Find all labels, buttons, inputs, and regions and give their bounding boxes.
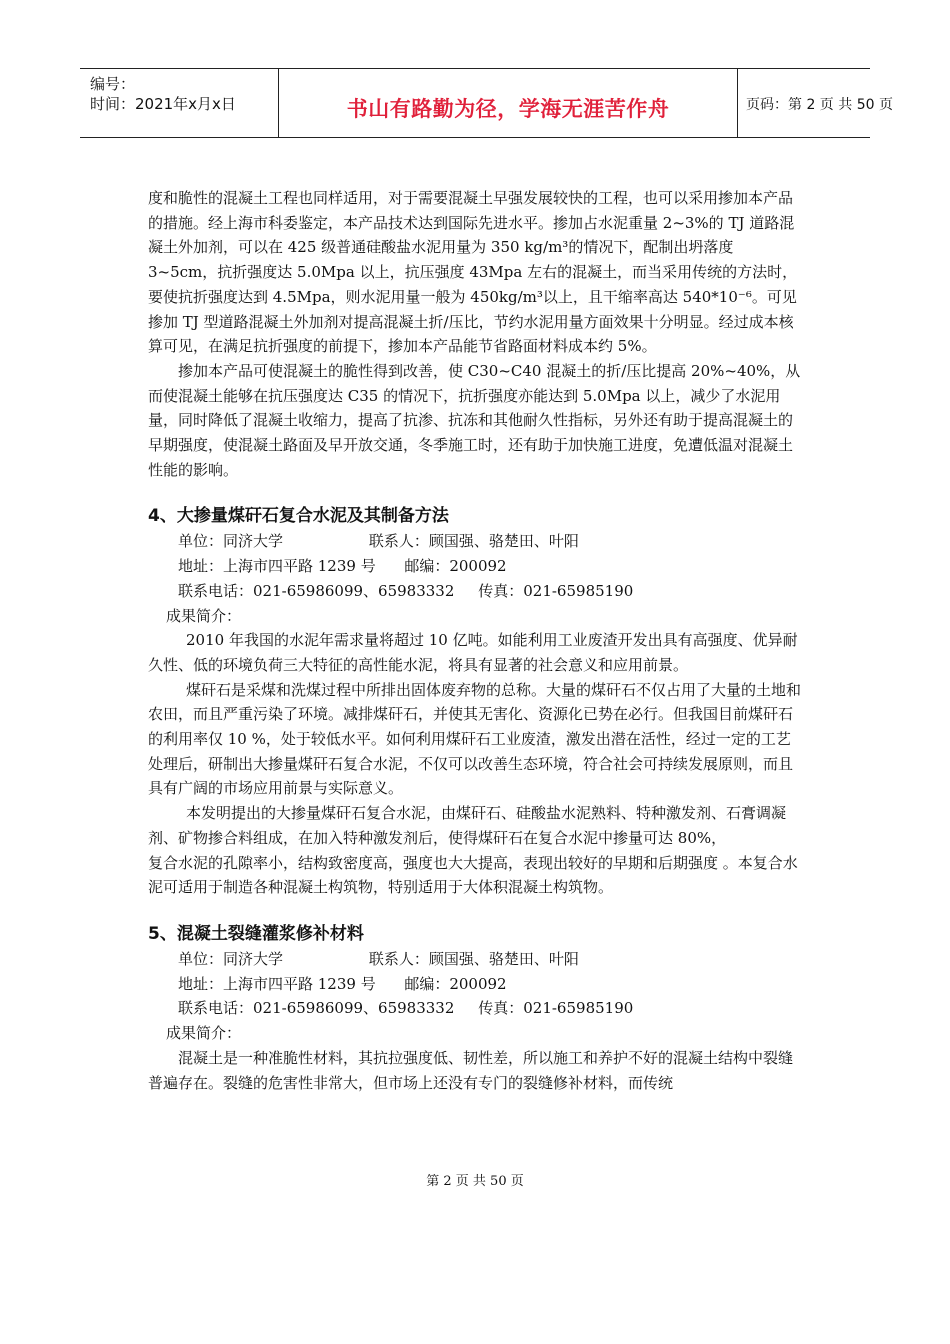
section-4-paragraph-2: 煤矸石是采煤和洗煤过程中所排出固体废弃物的总称。大量的煤矸石不仅占用了大量的土地和农田，而且严重污染了环境。减排煤矸石，并使其无害化、资源化已势在必行。但我国目前煤矸石的利用率仅 10 %，处于较低水平。如何利用煤矸石工业废渣，激发出潜在活性，经过一定的工艺处理后，研制出大掺量煤矸石复合水泥，不仅可以改善生态环境，符合社会可持续发展原则，而且具有广阔的市场应用前景与实际意义。 [148,680,802,798]
page-footer: 第 2 页 共 50 页 [426,1174,524,1189]
section-4-unit: 单位：同济大学 联系人：顾国强、骆楚田、叶阳 [178,532,579,551]
document-body [148,186,804,1095]
motto-text: 书山有路勤为径，学海无涯苦作舟 [346,97,670,121]
section-5-paragraph-1: 混凝土是一种准脆性材料，其抗拉强度低、韧性差，所以施工和养护不好的混凝土结构中裂缝普遍存在。裂缝的危害性非常大，但市场上还没有专门的裂缝修补材料，而传统 [148,1048,794,1092]
doc-time-label: 时间：2021年x月x日 [90,95,236,113]
page-header [80,68,893,138]
section-4-summary-label: 成果简介： [166,606,242,625]
section-5-phone: 联系电话：021-65986099、65983332 传真：021-65985190 [178,999,634,1018]
header-motto-cell [278,69,738,137]
section-5-summary-label: 成果简介： [166,1024,242,1043]
section-4-paragraph-1: 2010 年我国的水泥年需求量将超过 10 亿吨。如能利用工业废渣开发出具有高强度、优异耐久性、低的环境负荷三大特征的高性能水泥，将具有显著的社会意义和应用前景。 [148,631,798,674]
section-4-paragraph-3a: 本发明提出的大掺量煤矸石复合水泥，由煤矸石、硅酸盐水泥熟料、特种激发剂、石膏调凝剂、矿物掺合料组成，在加入特种激发剂后，使得煤矸石在复合水泥中掺量可达 80%， [148,804,787,847]
header-page-cell [736,69,893,137]
doc-number-label: 编号： [90,75,136,93]
section-5-address: 地址：上海市四平路 1239 号 邮编：200092 [178,974,507,993]
section-4-title: 4、大掺量煤矸石复合水泥及其制备方法 [148,506,449,527]
header-meta [80,69,278,137]
section-4-phone: 联系电话：021-65986099、65983332 传真：021-65985190 [178,581,634,600]
section-4-paragraph-3b: 复合水泥的孔隙率小，结构致密度高，强度也大大提高，表现出较好的早期和后期强度 。本复合水泥可适用于制造各种混凝土构筑物，特别适用于大体积混凝土构筑物。 [148,853,798,897]
section-5-title: 5、混凝土裂缝灌浆修补材料 [148,923,364,944]
intro-paragraph-1: 度和脆性的混凝土工程也同样适用，对于需要混凝土早强发展较快的工程，也可以采用掺加本产品的措施。经上海市科委鉴定，本产品技术达到国际先进水平。掺加占水泥重量 2~3%的 TJ 道路混凝土外加剂，可以在 425 级普通硅酸盐水泥用量为 350 kg/m³的情况下，配制出坍落度 3~5cm，抗折强度达 5.0Mpa 以上，抗压强度 43Mpa 左右的混凝土，而当采用传统的方法时，要使抗折强度达到 4.5Mpa，则水泥用量一般为 450kg/m³以上，且干缩率高达 540*10⁻⁶。可见掺加 TJ 型道路混凝土外加剂对提高混凝土折/压比，节约水泥用量方面效果十分明显。经过成本核算可见，在满足抗折强度的前提下，掺加本产品能节省路面材料成本约 5%。 [148,189,798,356]
section-4-address: 地址：上海市四平路 1239 号 邮编：200092 [178,557,507,576]
section-5-unit: 单位：同济大学 联系人：顾国强、骆楚田、叶阳 [178,949,579,968]
intro-paragraph-2: 掺加本产品可使混凝土的脆性得到改善，使 C30~C40 混凝土的折/压比提高 20%~40%，从而使混凝土能够在抗压强度达 C35 的情况下，抗折强度亦能达到 5.0Mpa 以上，减少了水泥用量，同时降低了混凝土收缩力，提高了抗渗、抗冻和其他耐久性指标，另外还有助于提高混凝土的早期强度，使混凝土路面及早开放交通，冬季施工时，还有助于加快施工进度，免遭低温对混凝土性能的影响。 [148,361,801,479]
page-info: 页码：第 2 页 共 50 页 [746,97,893,113]
